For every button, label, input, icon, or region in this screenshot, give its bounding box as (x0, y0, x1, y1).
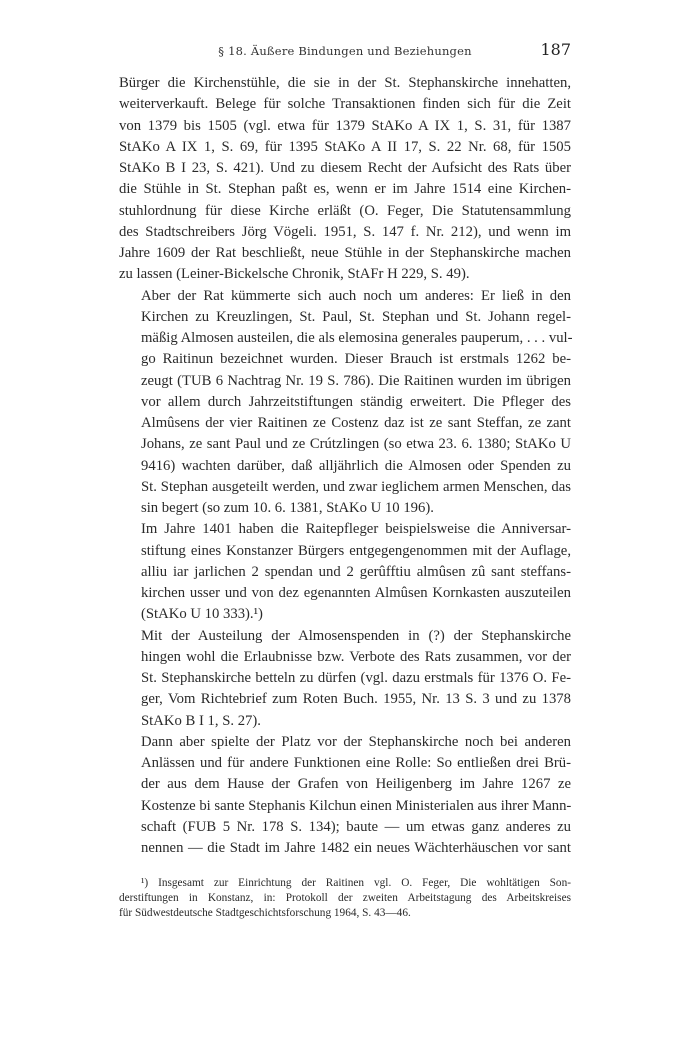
text-line: schaft (FUB 5 Nr. 178 S. 134); baute — um etwas ganz anderes zu (141, 818, 571, 835)
text-line: nennen — die Stadt im Jahre 1482 ein neues Wächterhäuschen vor sant (141, 840, 571, 856)
page-header (119, 40, 571, 62)
text-line: Anlässen und für andere Funktionen eine Rolle: So entließen drei Brü- (141, 755, 571, 771)
text-line: Almûsens der vier Raitinen ze Costenz daz ist ze sant Steffan, ze zant (141, 415, 571, 431)
text-line: der aus dem Hause der Grafen von Heiligenberg im Jahre 1267 ze (141, 776, 571, 793)
text-line: Mit der Austeilung der Almosenspenden in (?) der Stephanskirche (141, 627, 571, 644)
page-number: 187 (540, 40, 571, 59)
running-head: § 18. Äußere Bindungen und Beziehungen (218, 44, 472, 58)
text-line: weiterverkauft. Belege für solche Transaktionen finden sich für die Zeit (119, 96, 571, 113)
footnote-line: ¹) Insgesamt zur Einrichtung der Raitinen vgl. O. Feger, Die wohltätigen Son- (141, 877, 571, 889)
text-line: St. Stephan ausgeteilt werden, und zwar ieglichem armen Menschen, das (141, 478, 571, 495)
footnote-line: für Südwestdeutsche Stadtgeschichtsforschung 1964, S. 43—46. (119, 907, 411, 919)
text-line: St. Stephanskirche betteln zu dürfen (vgl. dazu erstmals für 1376 O. Fe- (141, 670, 571, 686)
paragraph (119, 732, 571, 860)
text-line: mäßig Almosen austeilen, die als elemosina generales pauperum, . . . vul- (141, 330, 573, 346)
paragraph (119, 519, 571, 625)
text-line: StAKo B I 1, S. 27). (141, 712, 261, 729)
text-line: alliu iar jarlichen 2 spendan und 2 gerûfftiu almûsen zû sant steffans- (141, 563, 571, 580)
text-line: StAKo B I 23, S. 421). Und zu diesem Recht der Aufsicht des Rats über (119, 160, 571, 176)
text-line: stiftung eines Konstanzer Bürgers entgegengenommen mit der Auflage, (141, 542, 571, 559)
text-line: von 1379 bis 1505 (vgl. etwa für 1379 StAKo A IX 1, S. 31, für 1387 (119, 117, 571, 134)
text-line: sin begert (so zum 10. 6. 1381, StAKo U 10 196). (141, 500, 434, 516)
text-line: stuhlordnung für diese Kirche erläßt (O. Feger, Die Statutensammlung (119, 202, 571, 219)
text-line: vor allem durch Jahrzeitstiftungen ständig erweitert. Die Pfleger des (141, 393, 571, 410)
text-line: 9416) wachten darüber, daß alljährlich die Almosen oder Spenden zu (141, 457, 571, 474)
text-line: hingen wohl die Erlaubnisse bzw. Verbote des Rats zusammen, vor der (141, 648, 571, 665)
text-line: zu lassen (Leiner-Bickelsche Chronik, StAFr H 229, S. 49). (119, 266, 470, 283)
footnote-line: derstiftungen in Konstanz, in: Protokoll der zweiten Arbeitstagung des Arbeitskreises (119, 892, 571, 904)
text-line: die Stühle in St. Stephan paßt es, wenn er im Jahre 1514 eine Kirchen- (119, 181, 571, 198)
text-line: go Raitinun bezeichnet wurden. Dieser Brauch ist erstmals 1262 be- (141, 351, 571, 368)
text-line: Im Jahre 1401 haben die Raitepfleger beispielsweise die Anniversar- (141, 521, 571, 538)
footnotes (119, 876, 571, 921)
text-line: Dann aber spielte der Platz vor der Stephanskirche noch bei anderen (141, 733, 571, 750)
text-line: ger, Vom Richtebrief zum Roten Buch. 1955, Nr. 13 S. 3 und zu 1378 (141, 691, 571, 708)
text-line: (StAKo U 10 333).¹) (141, 606, 263, 623)
paragraph (119, 286, 571, 520)
text-line: Johans, ze sant Paul und ze Crútzlingen (so etwa 23. 6. 1380; StAKo U (141, 436, 571, 453)
paragraph (119, 626, 571, 732)
body-text (119, 73, 571, 859)
text-line: zeugt (TUB 6 Nachtrag Nr. 19 S. 786). Die Raitinen wurden im übrigen (141, 372, 571, 389)
text-line: Bürger die Kirchenstühle, die sie in der St. Stephanskirche innehatten, (119, 75, 571, 91)
text-line: StAKo A IX 1, S. 69, für 1395 StAKo A II 17, S. 22 Nr. 68, für 1505 (119, 138, 571, 155)
text-line: Kostenze bi sante Stephanis Kilchun einen Ministerialen aus ihrer Mann- (141, 797, 572, 814)
text-line: Aber der Rat kümmerte sich auch noch um anderes: Er ließ in den (141, 287, 571, 304)
text-line: kirchen usser und von dez egenannten Almûsen Kornkasten auszuteilen (141, 585, 571, 601)
text-line: Jahre 1609 der Rat beschließt, neue Stühle in der Stephanskirche machen (119, 245, 571, 261)
paragraph (119, 73, 571, 286)
text-line: des Stadtschreibers Jörg Vögeli. 1951, S. 147 f. Nr. 212), und wenn im (119, 223, 571, 240)
text-line: Kirchen zu Kreuzlingen, St. Paul, St. Stephan und St. Johann regel- (141, 308, 571, 325)
